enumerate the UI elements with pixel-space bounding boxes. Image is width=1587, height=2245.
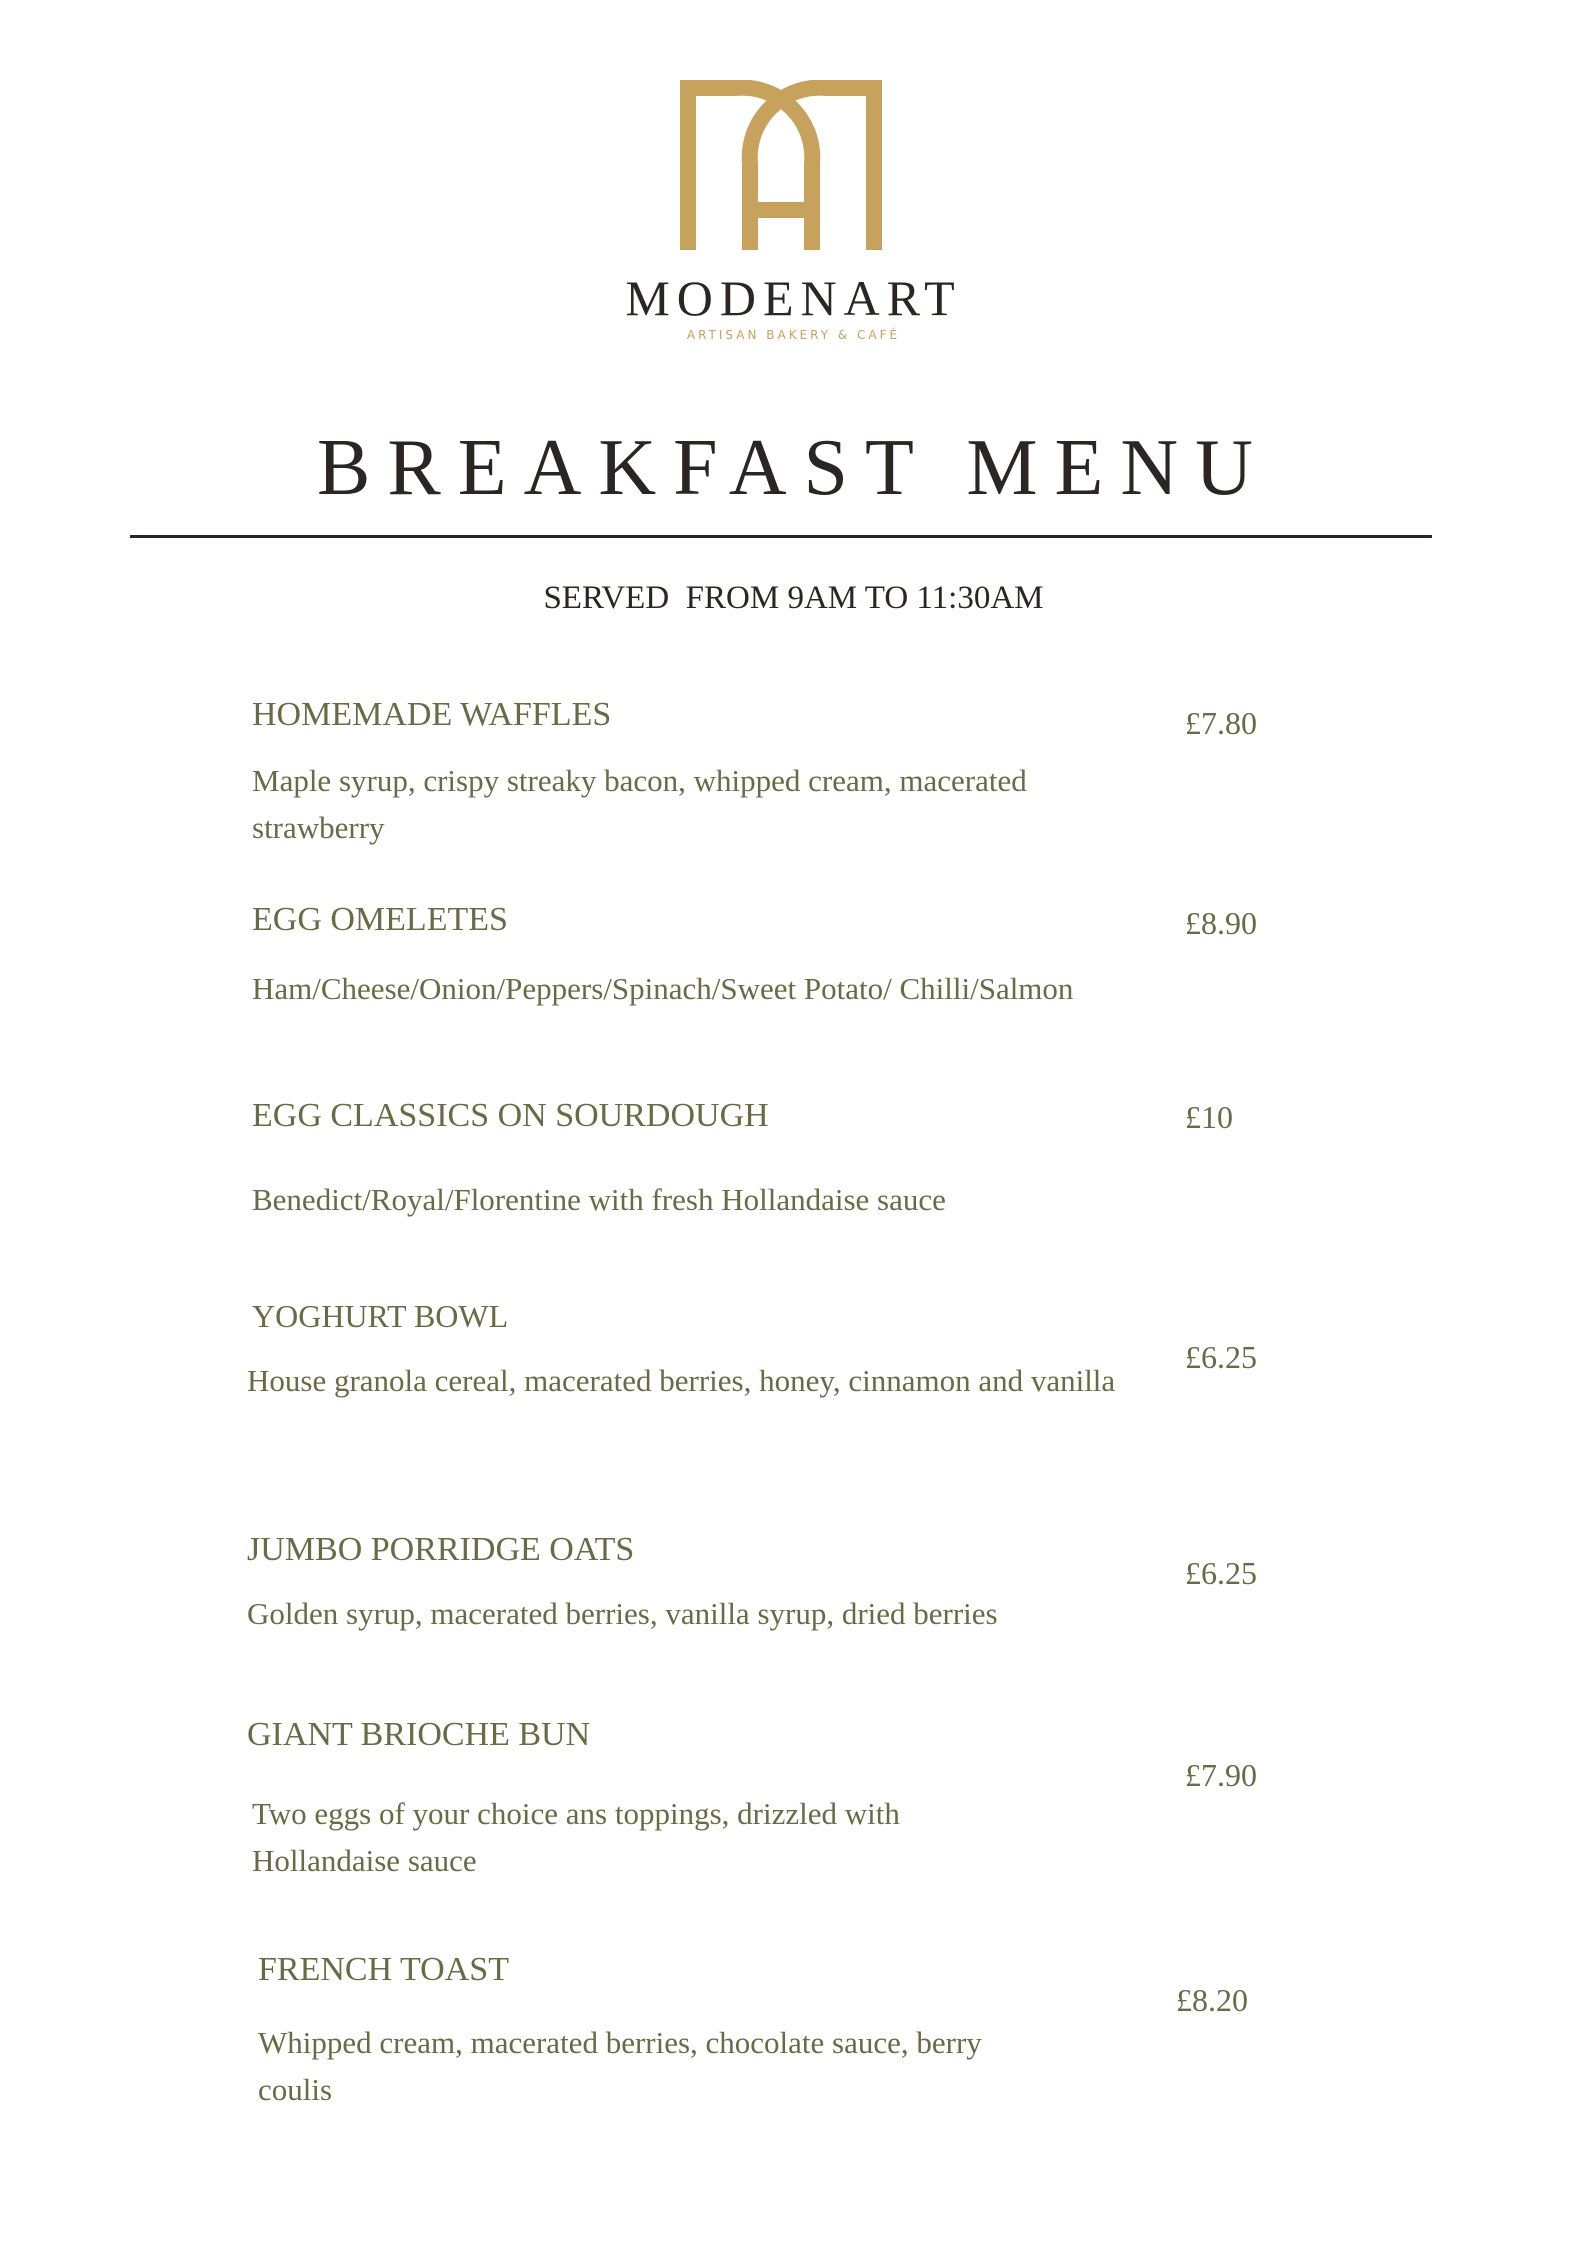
page-title: BREAKFAST MENU xyxy=(317,424,1270,512)
menu-item-description: Whipped cream, macerated berries, chocolate sauce, berry coulis xyxy=(258,2025,982,2107)
menu-item-name: JUMBO PORRIDGE OATS xyxy=(247,1531,635,1568)
menu-item-price: £10 xyxy=(1185,1099,1233,1135)
menu-item-description: Two eggs of your choice ans toppings, drizzled with Hollandaise sauce xyxy=(252,1796,900,1878)
menu-item-price: £6.25 xyxy=(1185,1339,1257,1375)
menu-item-name: EGG CLASSICS ON SOURDOUGH xyxy=(252,1097,769,1134)
menu-item-name: HOMEMADE WAFFLES xyxy=(252,696,612,733)
menu-item-price: £6.25 xyxy=(1185,1555,1257,1591)
menu-item-name: GIANT BRIOCHE BUN xyxy=(247,1716,591,1753)
menu-item-description: House granola cereal, macerated berries, honey, cinnamon and vanilla xyxy=(247,1363,1116,1398)
menu-item-description: Golden syrup, macerated berries, vanilla syrup, dried berries xyxy=(247,1596,998,1631)
menu-item-price: £7.90 xyxy=(1185,1757,1257,1793)
menu-item-price: £7.80 xyxy=(1185,705,1257,741)
brand-name: MODENART xyxy=(625,270,962,326)
menu-item-description: Maple syrup, crispy streaky bacon, whipped cream, macerated strawberry xyxy=(252,763,1027,845)
menu-item-name: FRENCH TOAST xyxy=(258,1951,509,1988)
title-divider xyxy=(130,535,1432,538)
modenart-logo-icon xyxy=(680,80,882,250)
menu-item-price: £8.20 xyxy=(1176,1982,1248,2018)
menu-item-price: £8.90 xyxy=(1185,905,1257,941)
brand-tagline: ARTISAN BAKERY & CAFÉ xyxy=(686,328,901,342)
menu-item-name: EGG OMELETES xyxy=(252,901,508,938)
service-hours: SERVED FROM 9AM TO 11:30AM xyxy=(543,580,1044,616)
menu-item-description: Benedict/Royal/Florentine with fresh Hollandaise sauce xyxy=(252,1182,946,1217)
menu-item-description: Ham/Cheese/Onion/Peppers/Spinach/Sweet Potato/ Chilli/Salmon xyxy=(252,971,1074,1006)
menu-item-name: YOGHURT BOWL xyxy=(252,1298,509,1334)
